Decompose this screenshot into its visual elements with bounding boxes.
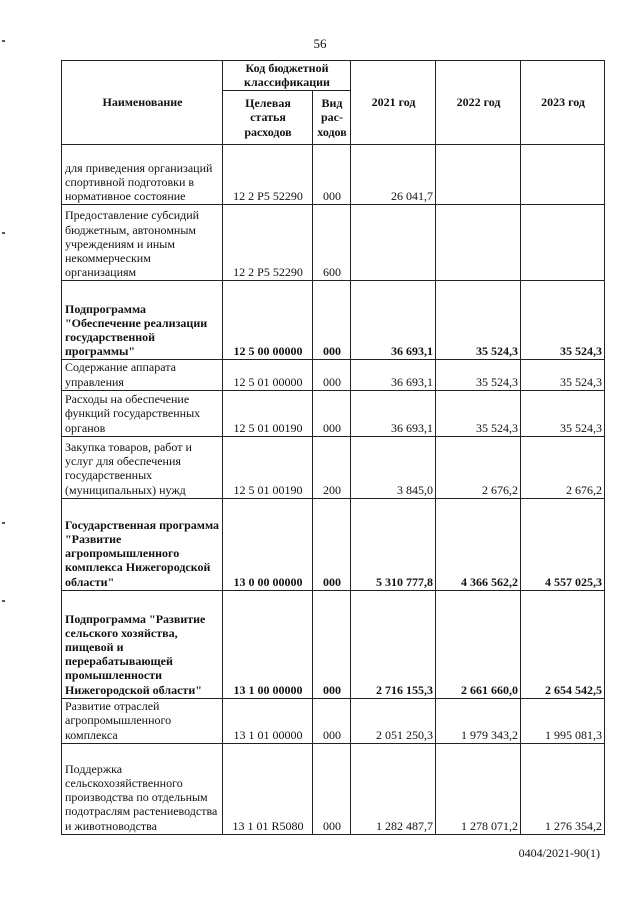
table-row xyxy=(62,743,605,834)
row-name: для приведения организаций спортивной подготовки в нормативное состояние xyxy=(62,145,223,205)
row-2021: 26 041,7 xyxy=(351,145,436,205)
header-budget-code-group: Код бюджетной классификации xyxy=(223,61,351,91)
row-2023: 35 524,3 xyxy=(521,360,605,390)
row-2023: 4 557 025,3 xyxy=(521,498,605,590)
row-2021: 2 051 250,3 xyxy=(351,698,436,743)
row-2021: 36 693,1 xyxy=(351,390,436,436)
row-target-code: 12 5 01 00000 xyxy=(223,360,313,390)
header-target-article: Целевая статья расходов xyxy=(223,91,313,145)
row-2022 xyxy=(436,145,521,205)
table-row xyxy=(62,390,605,436)
scan-mark xyxy=(2,522,5,524)
row-name: Закупка товаров, работ и услуг для обеспечения государственных (муниципальных) нужд xyxy=(62,436,223,498)
row-2023 xyxy=(521,205,605,281)
row-expense-type: 000 xyxy=(313,145,351,205)
row-2022: 35 524,3 xyxy=(436,390,521,436)
row-2021 xyxy=(351,205,436,281)
row-expense-type: 000 xyxy=(313,360,351,390)
table-row xyxy=(62,145,605,205)
row-2021: 1 282 487,7 xyxy=(351,743,436,834)
row-2022: 1 278 071,2 xyxy=(436,743,521,834)
row-target-code: 12 5 01 00190 xyxy=(223,390,313,436)
row-target-code: 12 2 P5 52290 xyxy=(223,205,313,281)
row-name: Подпрограмма "Обеспечение реализации государственной программы" xyxy=(62,281,223,360)
row-target-code: 13 1 01 R5080 xyxy=(223,743,313,834)
table-row xyxy=(62,281,605,360)
scan-mark xyxy=(2,40,5,42)
row-expense-type: 600 xyxy=(313,205,351,281)
table-row xyxy=(62,590,605,698)
header-name: Наименование xyxy=(62,61,223,145)
row-2023: 2 654 542,5 xyxy=(521,590,605,698)
budget-table xyxy=(61,60,605,835)
header-2022: 2022 год xyxy=(436,61,521,145)
row-2023: 35 524,3 xyxy=(521,281,605,360)
row-target-code: 13 0 00 00000 xyxy=(223,498,313,590)
row-2023 xyxy=(521,145,605,205)
row-target-code: 13 1 00 00000 xyxy=(223,590,313,698)
row-expense-type: 000 xyxy=(313,698,351,743)
row-expense-type: 000 xyxy=(313,498,351,590)
row-2023: 2 676,2 xyxy=(521,436,605,498)
row-2022: 1 979 343,2 xyxy=(436,698,521,743)
row-target-code: 12 2 P5 52290 xyxy=(223,145,313,205)
row-expense-type: 000 xyxy=(313,590,351,698)
row-2021: 5 310 777,8 xyxy=(351,498,436,590)
row-2022: 4 366 562,2 xyxy=(436,498,521,590)
row-name: Поддержка сельскохозяйственного производства по отдельным подотраслям растениеводства и животноводства xyxy=(62,743,223,834)
row-target-code: 12 5 00 00000 xyxy=(223,281,313,360)
row-name: Государственная программа "Развитие агропромышленного комплекса Нижегородской области" xyxy=(62,498,223,590)
row-expense-type: 000 xyxy=(313,390,351,436)
table-row xyxy=(62,698,605,743)
scan-mark xyxy=(2,600,5,602)
scan-mark xyxy=(2,232,5,234)
table-row xyxy=(62,436,605,498)
row-target-code: 12 5 01 00190 xyxy=(223,436,313,498)
document-code: 0404/2021-90(1) xyxy=(518,846,600,860)
row-name: Содержание аппарата управления xyxy=(62,360,223,390)
row-2023: 1 276 354,2 xyxy=(521,743,605,834)
row-2022: 2 661 660,0 xyxy=(436,590,521,698)
row-2021: 36 693,1 xyxy=(351,360,436,390)
row-expense-type: 000 xyxy=(313,743,351,834)
row-name: Подпрограмма "Развитие сельского хозяйства, пищевой и перерабатывающей промышленности Нижегородской области" xyxy=(62,590,223,698)
row-2023: 1 995 081,3 xyxy=(521,698,605,743)
row-2022: 35 524,3 xyxy=(436,281,521,360)
row-2021: 36 693,1 xyxy=(351,281,436,360)
row-2023: 35 524,3 xyxy=(521,390,605,436)
table-row xyxy=(62,498,605,590)
header-2023: 2023 год xyxy=(521,61,605,145)
row-expense-type: 000 xyxy=(313,281,351,360)
row-2022: 2 676,2 xyxy=(436,436,521,498)
header-2021: 2021 год xyxy=(351,61,436,145)
row-2022 xyxy=(436,205,521,281)
row-2021: 3 845,0 xyxy=(351,436,436,498)
row-expense-type: 200 xyxy=(313,436,351,498)
row-2022: 35 524,3 xyxy=(436,360,521,390)
row-2021: 2 716 155,3 xyxy=(351,590,436,698)
row-name: Развитие отраслей агропромышленного комплекса xyxy=(62,698,223,743)
row-name: Расходы на обеспечение функций государственных органов xyxy=(62,390,223,436)
header-expense-type: Вид рас- ходов xyxy=(313,91,351,145)
table-row xyxy=(62,360,605,390)
row-target-code: 13 1 01 00000 xyxy=(223,698,313,743)
table-row xyxy=(62,205,605,281)
row-name: Предоставление субсидий бюджетным, автономным учреждениям и иным некоммерческим организациям xyxy=(62,205,223,281)
page-number: 56 xyxy=(313,36,327,51)
